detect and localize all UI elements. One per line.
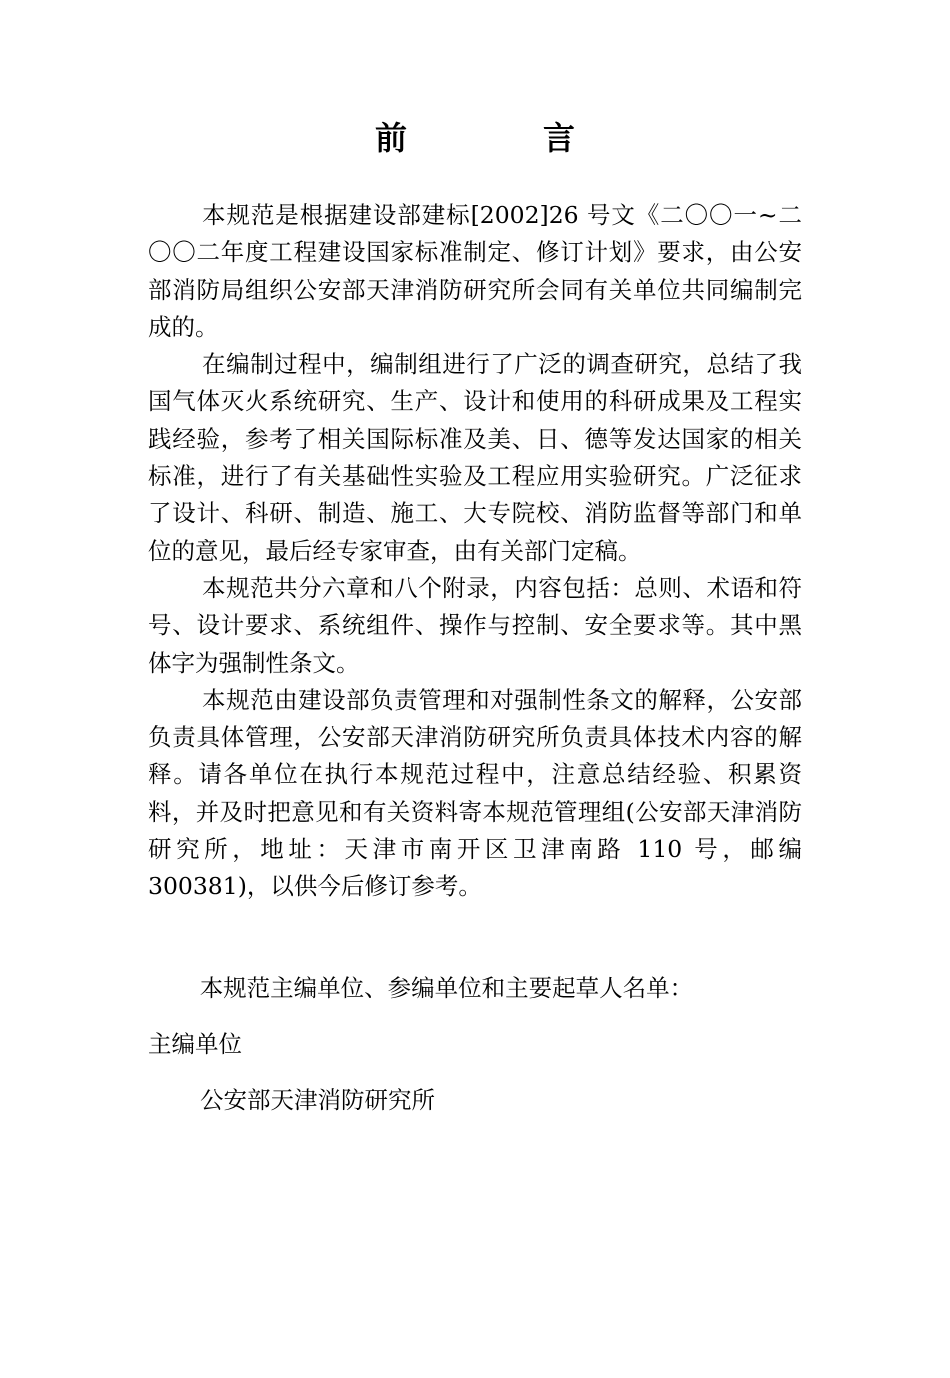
paragraph-basis: 本规范是根据建设部建标[2002]26 号文《二〇〇一~二〇〇二年度工程建设国家标准制定、修订计划》要求，由公安部消防局组织公安部天津消防研究所会同有关单位共同编制完成的。 xyxy=(148,201,802,341)
chief-unit-name: 公安部天津消防研究所 xyxy=(200,1086,435,1114)
page-title: 前 言 xyxy=(374,119,627,157)
chief-unit-heading: 主编单位 xyxy=(148,1030,242,1058)
paragraph-management: 本规范由建设部负责管理和对强制性条文的解释，公安部负责具体管理，公安部天津消防研究所负责具体技术内容的解释。请各单位在执行本规范过程中，注意总结经验、积累资料，并及时把意见和有关资料寄本规范管理组(公安部天津消防研究所，地址：天津市南开区卫津南路 110 号，邮编 300381)，以供今后修订参考。 xyxy=(148,685,802,901)
paragraph-process: 在编制过程中，编制组进行了广泛的调查研究，总结了我国气体灭火系统研究、生产、设计和使用的科研成果及工程实践经验，参考了相关国际标准及美、日、德等发达国家的相关标准，进行了有关基础性实验及工程应用实验研究。广泛征求了设计、科研、制造、施工、大专院校、消防监督等部门和单位的意见，最后经专家审查，由有关部门定稿。 xyxy=(148,350,802,565)
paragraph-contents: 本规范共分六章和八个附录，内容包括：总则、术语和符号、设计要求、系统组件、操作与控制、安全要求等。其中黑体字为强制性条文。 xyxy=(148,573,802,677)
staff-list-intro: 本规范主编单位、参编单位和主要起草人名单： xyxy=(199,974,694,1002)
preface-body xyxy=(148,197,802,906)
